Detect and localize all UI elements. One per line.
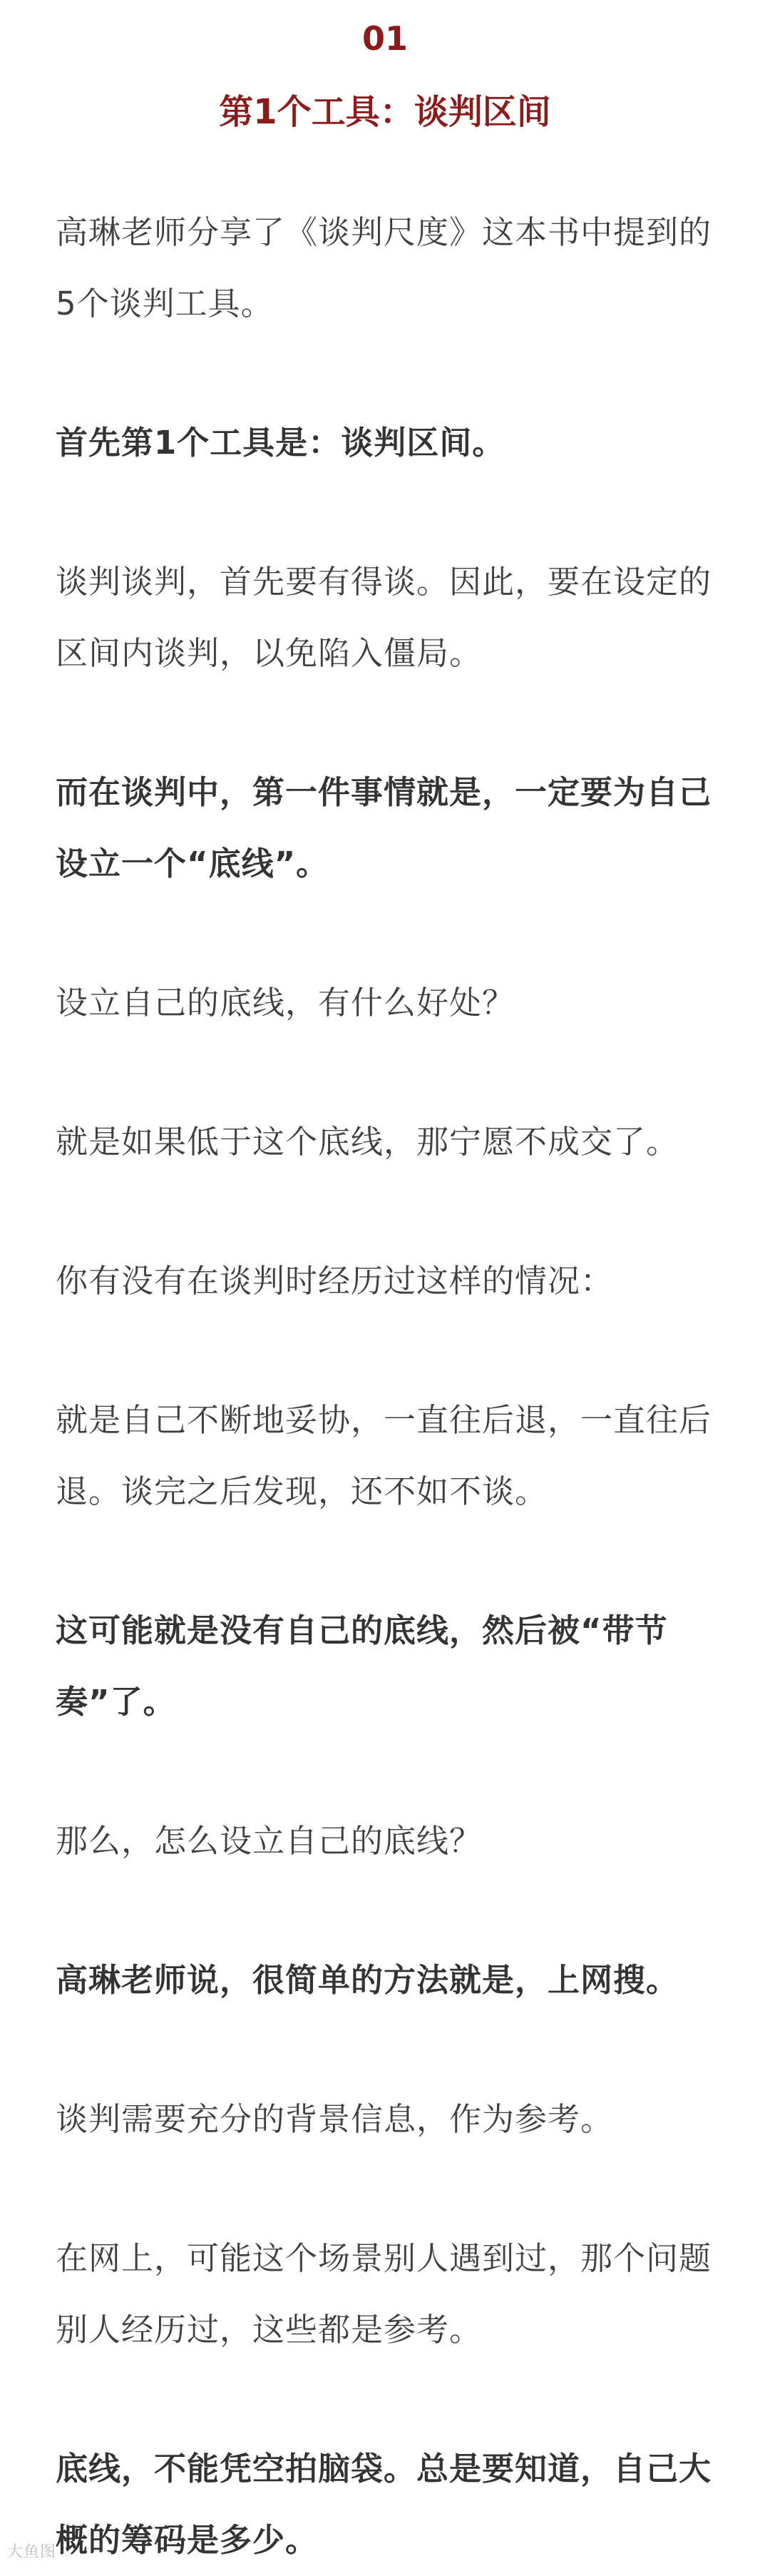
watermark: 大鱼图: [7, 2543, 57, 2561]
paragraph: 在网上，可能这个场景别人遇到过，那个问题别人经历过，这些都是参考。: [56, 2239, 712, 2348]
paragraph-bold: 首先第1个工具是：谈判区间。: [56, 424, 505, 462]
paragraph: 设立自己的底线，有什么好处？: [56, 984, 515, 1022]
paragraph: 就是如果低于这个底线，那宁愿不成交了。: [56, 1123, 679, 1161]
section-number: 01: [361, 19, 408, 58]
paragraph: 谈判需要充分的背景信息，作为参考。: [56, 2100, 614, 2138]
paragraph: 高琳老师分享了《谈判尺度》这本书中提到的5个谈判工具。: [56, 213, 712, 322]
paragraph: 就是自己不断地妥协，一直往后退，一直往后退。谈完之后发现，还不如不谈。: [56, 1401, 712, 1510]
paragraph-bold: 而在谈判中，第一件事情就是，一定要为自己设立一个“底线”。: [56, 773, 712, 882]
paragraph-bold: 底线，不能凭空拍脑袋。总是要知道，自己大概的筹码是多少。: [56, 2450, 712, 2559]
paragraph: 那么，怎么设立自己的底线？: [56, 1822, 483, 1860]
article-header: [0, 0, 770, 137]
paragraph-bold: 高琳老师说，很简单的方法就是，上网搜。: [56, 1961, 679, 1999]
paragraph-bold: 这可能就是没有自己的底线，然后被“带节奏”了。: [56, 1612, 668, 1721]
article-body: [0, 197, 770, 2576]
paragraph: 谈判谈判，首先要有得谈。因此，要在设定的区间内谈判，以免陷入僵局。: [56, 563, 712, 672]
section-title: 第1个工具：谈判区间: [219, 92, 551, 132]
paragraph: 你有没有在谈判时经历过这样的情况：: [56, 1262, 614, 1300]
